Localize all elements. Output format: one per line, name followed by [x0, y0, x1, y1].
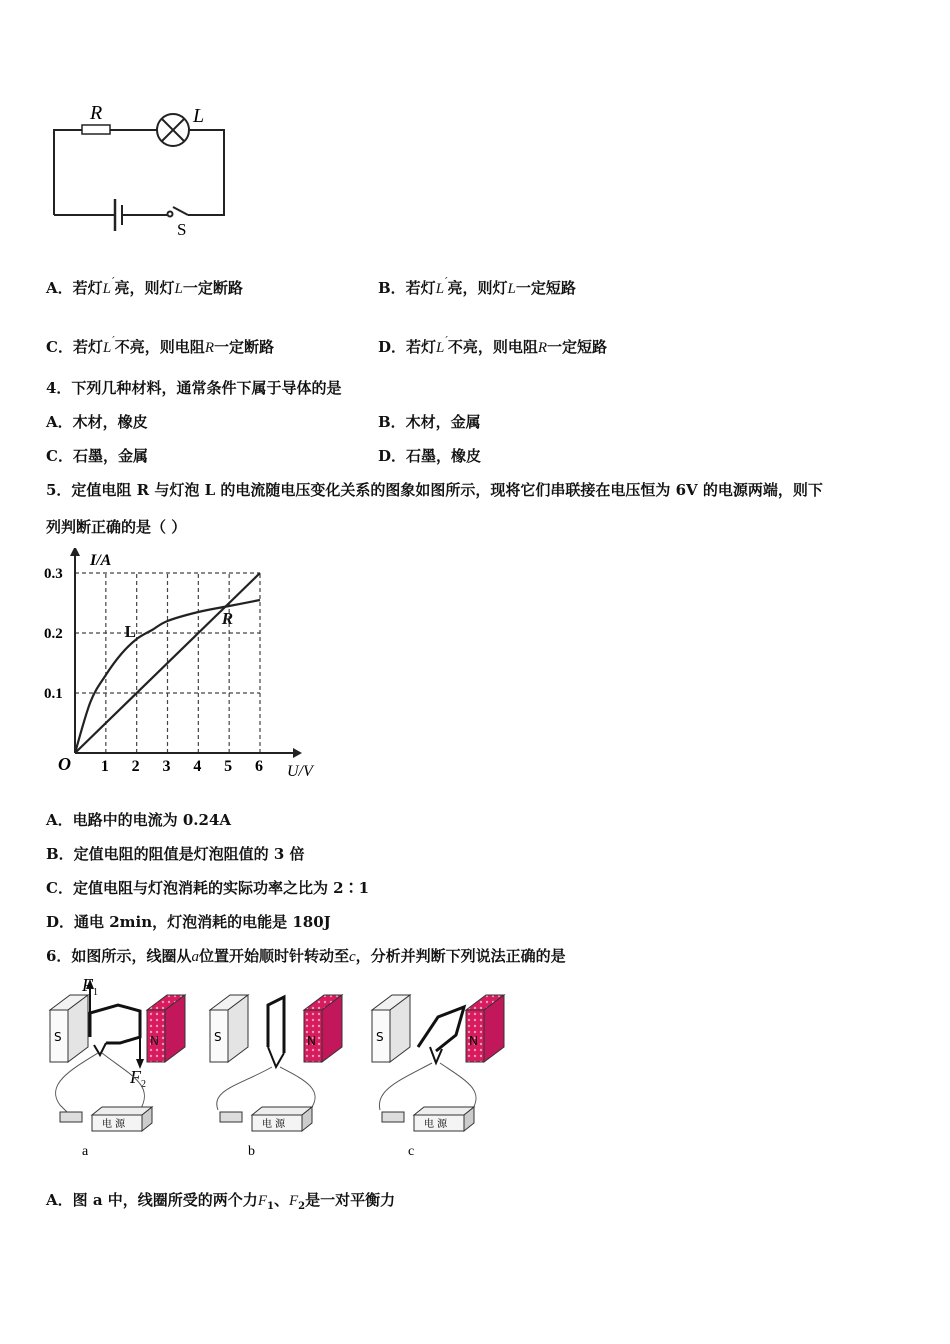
panel-a-force1: F: [82, 975, 93, 995]
q5-option-c: C．定值电阻与灯泡消耗的实际功率之比为 2∶1: [46, 879, 370, 897]
q5-stem-line1: 5．定值电阻 R 与灯泡 L 的电流随电压变化关系的图象如图所示，现将它们串联接在电压恒为 6V 的电源两端，则下: [46, 481, 823, 499]
y-tick-label: 0.2: [44, 626, 63, 642]
panel-c-pole-n: N: [469, 1034, 478, 1048]
q4-option-b: B．木材，金属: [378, 413, 481, 431]
series-line-R: [75, 573, 260, 753]
motor-panel-a: [50, 975, 185, 1159]
q5-option-b: B．定值电阻的阻值是灯泡阻值的 3 倍: [46, 845, 305, 863]
panel-a-power: 电 源: [102, 1119, 126, 1130]
x-tick-label: 6: [255, 758, 263, 775]
q5-option-a: A．电路中的电流为 0.24A: [46, 811, 232, 829]
q6-option-a: A．图 a 中，线圈所受的两个力$F_1$、$F_2$是一对平衡力: [46, 1191, 396, 1212]
series-label-L: L: [124, 622, 137, 641]
x-axis-arrow: [293, 748, 302, 758]
panel-c-caption: c: [408, 1144, 415, 1159]
q4-stem: 4．下列几种材料，通常条件下属于导体的是: [46, 379, 342, 397]
panel-a-force2: F: [130, 1067, 141, 1087]
panel-a-force1-sub: 1: [93, 987, 98, 998]
panel-b-power: 电 源: [262, 1119, 286, 1130]
q3-option-a: A．若灯L′亮，则灯L一定断路: [46, 275, 243, 297]
panel-a-caption: a: [82, 1144, 89, 1159]
q4-option-d: D．石墨，橡皮: [378, 447, 482, 465]
resistor-label: R: [90, 102, 103, 124]
y-axis-label: I/A: [90, 552, 112, 569]
panel-a-pole-s: S: [54, 1030, 62, 1044]
q5-stem-line2: 列判断正确的是（ ）: [46, 518, 187, 536]
q5-option-d: D．通电 2min，灯泡消耗的电能是 180J: [46, 913, 331, 931]
panel-c-power: 电 源: [424, 1119, 448, 1130]
origin-label: O: [58, 754, 71, 774]
x-tick-label: 2: [131, 758, 140, 775]
motor-figure: [40, 975, 520, 1165]
iu-chart: [40, 548, 330, 786]
panel-c-pole-s: S: [376, 1030, 384, 1044]
x-tick-label: 3: [162, 758, 171, 775]
motor-panel-b: [210, 995, 342, 1159]
x-tick-label: 5: [224, 758, 233, 775]
panel-a-pole-n: N: [150, 1034, 159, 1048]
q4-option-c: C．石墨，金属: [46, 447, 148, 465]
y-tick-label: 0.1: [44, 686, 63, 702]
q3-option-d: D．若灯L′不亮，则电阻R一定短路: [378, 334, 608, 356]
x-axis-label: U/V: [287, 763, 313, 780]
panel-a-force2-sub: 2: [141, 1079, 146, 1090]
series-label-R: R: [221, 609, 234, 628]
switch-label: S: [177, 220, 187, 239]
circuit-diagram: [40, 95, 250, 240]
x-tick-label: 1: [100, 758, 109, 775]
panel-b-caption: b: [248, 1144, 255, 1159]
q3-option-c: C．若灯L′不亮，则电阻R一定断路: [46, 334, 274, 356]
q6-stem: 6．如图所示，线圈从a位置开始顺时针转动至c，分析并判断下列说法正确的是: [46, 947, 566, 965]
x-tick-label: 4: [193, 758, 202, 775]
lamp-label: L: [193, 105, 205, 127]
q3-option-b: B．若灯L′亮，则灯L一定短路: [378, 275, 576, 297]
panel-b-pole-n: N: [307, 1034, 316, 1048]
y-axis-arrow: [70, 548, 80, 556]
y-tick-label: 0.3: [44, 566, 63, 582]
panel-b-pole-s: S: [214, 1030, 222, 1044]
q4-option-a: A．木材，橡皮: [46, 413, 148, 431]
motor-panel-c: [372, 995, 504, 1159]
